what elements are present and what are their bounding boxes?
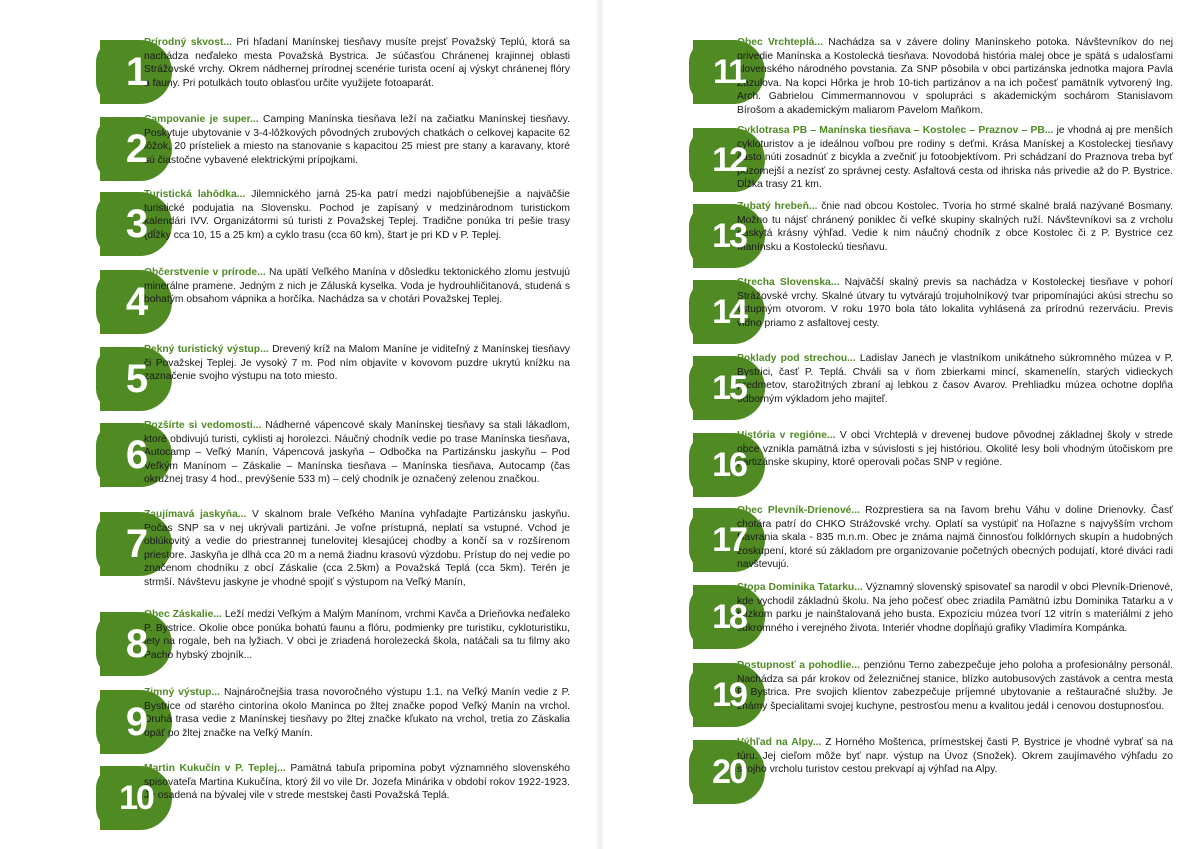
item-text [737,352,1173,406]
item-title: Dostupnosť a pohodlie... [737,660,860,671]
item-title: História v regióne... [737,430,836,441]
number-badge: 8 [100,612,172,676]
list-item [100,762,570,846]
item-title: Rozšírte si vedomosti... [144,420,262,431]
item-body: Leží medzi Veľkým a Malým Manínom, vrchmi Kavča a Drieňovka neďaleko P. Bystrice. Okolie obce ponúka bohatú faunu a flóru, podmienky pre turistiku, cykloturistiku, lety na rogale, beh na lyžiach. V obci je zriadená horolezecká škola, natáčali sa tu filmy ako Pacho hybský zbojník... [144,609,571,661]
item-text [737,504,1173,572]
list-item [100,266,570,350]
number-badge: 12 [693,128,765,192]
item-title: Cyklotrasa PB – Manínska tiesňava – Kostolec – Praznov – PB... [737,125,1054,136]
list-item [693,581,1173,665]
item-title: Zimný výstup... [144,687,221,698]
item-title: Zaujímavá jaskyňa... [144,509,247,520]
item-body: Najnáročnejšia trasa novoročného výstupu 1.1. na Veľký Manín vedie z P. Bystrice od starého cintorína okolo Manínca po žltej značke popod Veľký Manín na vrchol. Druhá trasa vedie z Manínskej tiesňavy po žltej značke kľukato na vrchol, tretia zo Záskalia opäť po žltej značke na Veľký Manín. [144,687,570,739]
list-item [693,124,1173,208]
item-body: Nachádza sa v závere doliny Manínskeho potoka. Návštevníkov do nej privedie Manínska a Kostolecká tiesňava. Novodobá história malej obce je spätá s udalosťami slovenského národného povstania. Za SNP pôsobila v obci partizánska jednotka majora Pavla Zazulova. Na kopci Hôrka je hrob 10-tich partizánov a na ich počesť pamätník vytvorený Ing. Arch. Gabrielou Cimmermannovou v spolupráci s akademickým sochárom Stanislavom Bírošom a akademickým maliarom Pavelom Maňkom. [737,37,1173,116]
number-badge: 10 [100,766,172,830]
item-title: Campovanie je super... [144,114,259,125]
item-text [737,276,1173,330]
item-text [144,266,570,307]
item-title: Prírodný skvost... [144,37,232,48]
item-body: Camping Manínska tiesňava leží na začiatku Manínskej tiesňavy. Poskytuje ubytovanie v 3-4-lôžkových pôvodných zrubových chatkách o celkovej kapacite 62 lôžok, 20 prísteliek a miesto na stanovanie s kapacitou 25 miest pre stany a karavany, ktoré sú čiastočne vybavené elektrickými prípojkami. [144,114,571,166]
list-item [693,504,1173,588]
item-body: Na upätí Veľkého Manína v dôsledku tektonického zlomu jestvujú minerálne pramene. Jedným z nich je Záluská kyselka. Voda je hydrouhličitanová, studená s bohatým obsahom vápnika a horčíka. Nachádza sa v chotári Považskej Teplej. [144,267,570,306]
item-text [737,36,1173,118]
item-body: Najväčší skalný previs sa nachádza v Kostoleckej tiesňave v pohorí Strážovské vrchy. Skalné útvary tu vytvárajú trojuholníkový tvar pripomínajúci akúsi strechu so vstupným otvorom. V roku 1970 bola táto lokalita vyhlásená za prírodnú rezerváciu. Previs vidno priamo z asfaltovej cesty. [737,277,1173,329]
item-title: Martin Kukučín v P. Teplej... [144,763,286,774]
number-badge: 3 [100,192,172,256]
number-badge: 20 [693,740,765,804]
item-title: Stopa Dominika Tatarku... [737,582,863,593]
list-item [693,736,1173,820]
item-body: V obci Vrchteplá v drevenej budove pôvodnej základnej školy v strede obce vznikla pamätná izba v súvislosti s jej históriou. Okolité lesy boli vhodným útočiskom pre partizánske skupiny, ktoré operovali počas SNP v regióne. [737,430,1173,469]
number-badge: 16 [693,433,765,497]
number-badge: 14 [693,280,765,344]
item-title: Obec Plevník-Drienové... [737,505,860,516]
item-text [737,581,1173,635]
item-text [737,124,1173,192]
item-title: Pekný turistický výstup... [144,344,269,355]
item-body: Ladislav Janech je vlastníkom unikátneho súkromného múzea v P. Bystrici, časť P. Teplá. Chváli sa v ňom zbierkami mincí, skamenelín, starých vidieckych predmetov, starožitných zbraní aj lebkou z časov Avarov. Prehliadku múzea ochotne doplňa odborným výkladom jeho majiteľ. [737,353,1173,405]
list-item [693,659,1173,743]
item-text [144,113,570,167]
list-item [100,36,570,120]
number-badge: 6 [100,423,172,487]
number-badge: 5 [100,347,172,411]
number-badge: 9 [100,690,172,754]
number-badge: 11 [693,40,765,104]
number-badge: 19 [693,663,765,727]
item-text [737,736,1173,777]
item-body: Z Horného Moštenca, prímestskej časti P. Bystrice je vhodné vybrať sa na túru. Jej cieľom môže byť napr. výstup na Úvoz (Snožek). Okrem zaujímavého výhľadu zo svojho vrcholu turistov cestou prekvapí aj výhľad na Alpy. [737,737,1173,776]
item-text [144,686,570,740]
number-badge: 17 [693,508,765,572]
list-item [693,200,1173,284]
item-body: Jilemnického jarná 25-ka patrí medzi najobľúbenejšie a najväčšie turistické podujatia na Slovensku. Pochod je zapísaný v medzinárodnom turistickom kalendári IVV. Organizátormi sú turisti z Považskej Teplej. Tradične ponúka tri pešie trasy (dĺžky cca 10, 15 a 25 km) a cyklo trasu (cca 60 km), štart je pri KD v P. Teplej. [144,189,570,241]
item-text [144,36,570,90]
item-title: Turistická lahôdka... [144,189,246,200]
item-title: Výhľad na Alpy... [737,737,822,748]
item-title: Obec Vrchteplá... [737,37,823,48]
item-title: Poklady pod strechou... [737,353,856,364]
item-text [737,200,1173,254]
number-badge: 18 [693,585,765,649]
item-text [144,608,570,662]
item-body: Významný slovenský spisovateľ sa narodil v obci Plevník-Drienové, kde vychodil základnú školu. Na jeho počesť obec zriadila Pamätnú izbu Dominika Tatarku a v blízkom parku je nainštalovaná jeho busta. Expozíciu múzea tvorí 12 vitrín s materiálmi z jeho súkromného i verejného života. Interiér vhodne dopĺňajú grafiky Vladimíra Kompánka. [737,582,1173,634]
number-badge: 1 [100,40,172,104]
list-item [100,343,570,427]
right-page [600,0,1200,849]
number-badge: 13 [693,204,765,268]
list-item [100,686,570,770]
list-item [100,608,570,692]
item-body: Drevený kríž na Malom Maníne je viditeľný z Manínskej tiesňavy či Považskej Teplej. Je vysoký 7 m. Pod ním objavíte v kovovom puzdre ukrytú knížku na zaznačenie svojho výstupu na toto miesto. [144,344,570,383]
item-text [144,762,570,803]
item-title: Zubatý hrebeň... [737,201,818,212]
number-badge: 7 [100,512,172,576]
item-body: Rozprestiera sa na ľavom brehu Váhu v doline Drienovky. Časť chotára patrí do CHKO Strážovské vrchy. Oplatí sa vystúpiť na Hoľazne s najvyšším vrchom Havrania skala - 835 m.n.m. Obec je známa najmä činnosťou folklórnych skupín a hudobných zoskupení, ktoré sú základom pre organizovanie početných obecných podujatí, ktoré diváci radi navštevujú. [737,505,1173,571]
item-title: Občerstvenie v prírode... [144,267,266,278]
item-body: Pri hľadaní Manínskej tiesňavy musíte prejsť Považský Teplú, ktorá sa nachádza neďaleko mesta Považská Bystrica. Je súčasťou Chránenej krajinnej oblasti Strážovské vrchy. Okrem nádhernej prírodnej scenérie turista ocení aj výskyt chránenej flóry a fauny. Pri potulkách touto oblasťou určite využijete fotoaparát. [144,37,570,89]
list-item [693,429,1173,513]
item-body: je vhodná aj pre menších cykloturistov a je ideálnou voľbou pre rodiny s deťmi. Krása Manískej a Kostoleckej tiesňavy často núti zosadnúť z bicykla a zvečniť ju fotoobjektívom. Pri schádzaní do Praznova treba byť pozornejší a nezísť zo správnej cesty. Asfaltová cesta od ihriska nás privedie až do P. Bystrice. Dĺžka trasy 21 km. [737,125,1173,191]
item-title: Strecha Slovenska... [737,277,840,288]
list-item [100,419,570,503]
item-body: čnie nad obcou Kostolec. Tvoria ho strmé skalné bralá nazývané Bosmany. Možno tu nájsť chránený poniklec či veľké skupiny skalných ruží. Návštevníkovi sa z vrcholu naskytá krásny výhľad. Vedie k nim náučný chodník z obce Kostolec či z P. Bystrice cez Manínsku a Kostoleckú tiesňavu. [737,201,1173,253]
number-badge: 2 [100,117,172,181]
item-body: Nádherné vápencové skaly Manínskej tiesňavy sa stali lákadlom, ktoré obdivujú turisti, cyklisti aj horolezci. Náučný chodník vedie po trase Manínska tiesňava, Autocamp – Veľký Manín, Vápencová jaskyňa – Odbočka na Partizánsku jaskyňu – Pod Veľkým Manínom – Záskalie – Manínska tiesňava – Manínska tiesňava, Autocamp (čas okružnej trasy 4 hod., prevýšenie 533 m) – celý chodník je označený zelenou značkou. [144,420,570,486]
list-item [693,352,1173,436]
number-badge: 4 [100,270,172,334]
item-text [144,419,570,487]
item-text [737,429,1173,470]
list-item [693,276,1173,360]
number-badge: 15 [693,356,765,420]
list-item [100,188,570,272]
list-item [100,508,570,592]
list-item [693,36,1173,120]
item-body: V skalnom brale Veľkého Manína vyhľadajte Partizánsku jaskyňu. Počas SNP sa v nej ukrývali partizáni. Je voľne prístupná, neplatí sa vstupné. Vchod je oblúkovitý a vedie do priestrannej tunelovitej klesajúcej chodby a končí sa v rozšírenom priestore. Jaskyňa je dlhá cca 20 m a nemá žiadnu krasovú výzdobu. Prístup do nej vedie po značenom chodníku z obcí Záskalie (cca 2.5km) a Považská Teplá (cca 5km). Terén je strmší. Návštevu jaskyne je vhodné spojiť s výstupom na Veľký Manín, [144,509,570,588]
item-text [144,343,570,384]
item-body: penziónu Terno zabezpečuje jeho poloha a profesionálny personál. Nachádza sa pár krokov od železničnej stanice, blízko autobusových zastávok a centra mesta P. Bystrica. Pre svojich klientov zabezpečuje príjemné ubytovanie a reštauračné služby. Je známy špecialitami svojej kuchyne, pestrosťou menu a kvalitou jedál i cenovou dostupnosťou. [737,660,1173,712]
list-item [100,113,570,197]
item-text [737,659,1173,713]
item-body: Pamätná tabuľa pripomína pobyt významného slovenského spisovateľa Martina Kukučína, ktorý žil vo vile Dr. Jozefa Minárika v období rokov 1922-1923. Je osadená na bývalej vile v strede mestskej časti Považská Teplá. [144,763,571,802]
item-text [144,508,570,590]
item-text [144,188,570,242]
item-title: Obec Záskalie... [144,609,222,620]
